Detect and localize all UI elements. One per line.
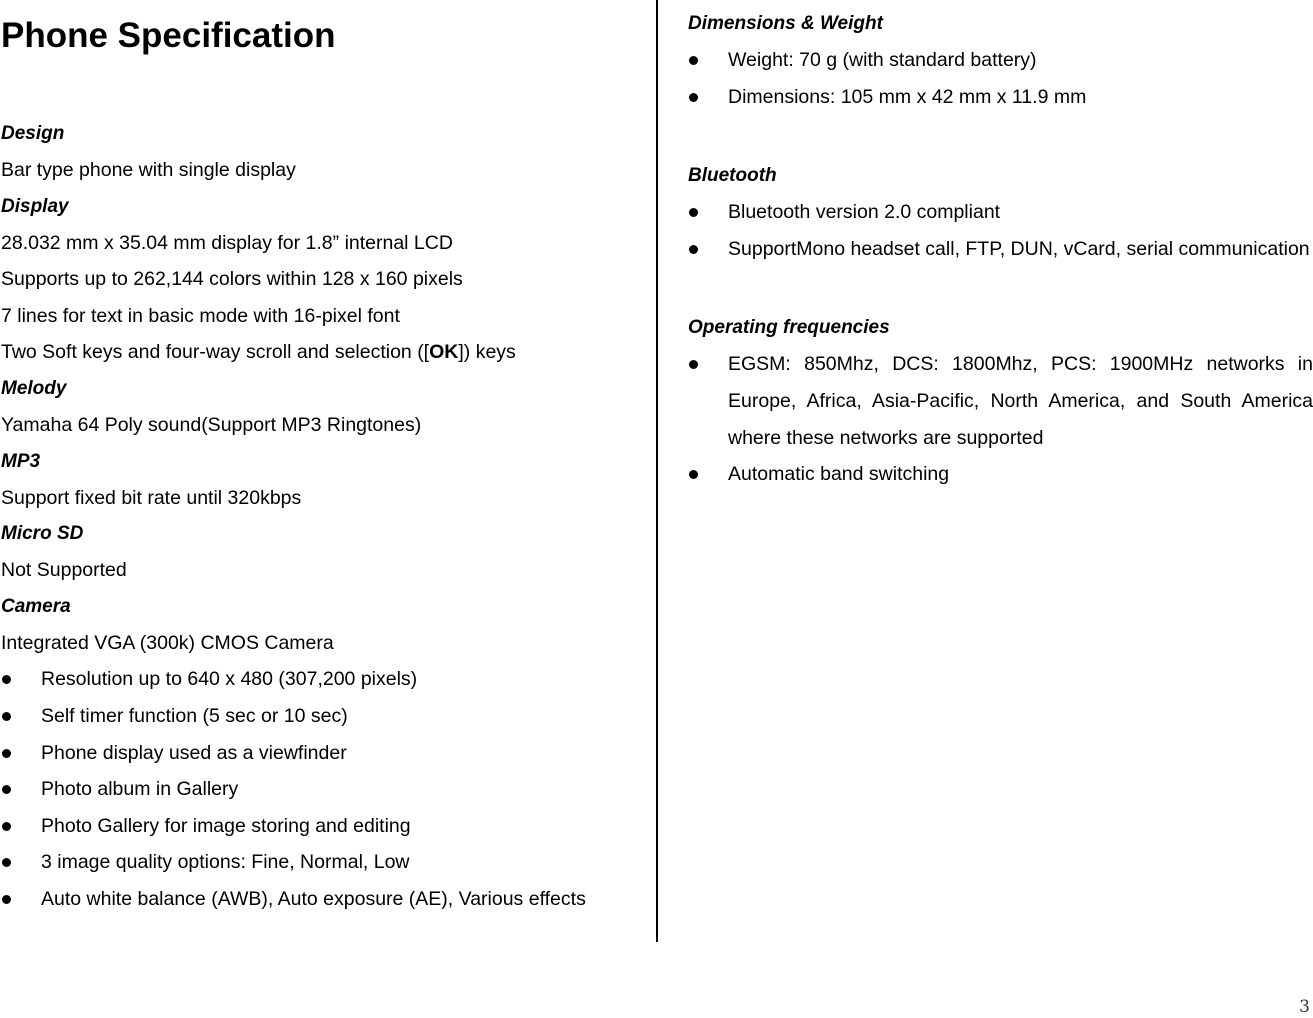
section-camera	[1, 589, 641, 918]
list-item-text: Bluetooth version 2.0 compliant	[728, 201, 1001, 224]
page-title: Phone Specification	[1, 16, 336, 55]
list-item-text: EGSM: 850Mhz, DCS: 1800Mhz, PCS: 1900MHz networks in Europe, Africa, Asia-Pacific, North America, and South America where these networks are supported	[728, 353, 1313, 449]
list-item	[688, 194, 1313, 231]
section-spacer	[688, 115, 1313, 158]
bullet-icon	[689, 93, 698, 102]
list-item	[1, 771, 641, 808]
bullet-icon	[689, 208, 698, 217]
list-item-text: Weight: 70 g (with standard battery)	[728, 49, 1037, 71]
display-line-keys	[1, 334, 641, 371]
bullet-icon	[689, 360, 698, 369]
list-item	[688, 231, 1313, 268]
list-item-text: SupportMono headset call, FTP, DUN, vCard, serial communication	[728, 237, 1310, 260]
bullet-icon	[689, 56, 698, 65]
bullet-icon	[2, 858, 11, 867]
list-item	[1, 661, 641, 698]
list-item	[688, 346, 1313, 456]
list-item-text: Photo Gallery for image storing and editing	[41, 814, 411, 837]
list-item-text: Dimensions: 105 mm x 42 mm x 11.9 mm	[728, 85, 1087, 108]
section-melody	[1, 371, 641, 444]
bullet-icon	[2, 895, 11, 904]
bullet-icon	[2, 822, 11, 831]
section-mp3	[1, 444, 641, 517]
section-heading-mp3: MP3	[1, 450, 41, 472]
section-heading-frequencies: Operating frequencies	[688, 317, 890, 339]
keys-text-before: Two Soft keys and four-way scroll and selection ([	[1, 341, 430, 364]
section-heading-design: Design	[1, 123, 65, 144]
section-dimensions	[688, 6, 1313, 115]
ok-key-label: OK	[429, 341, 459, 364]
section-heading-camera: Camera	[1, 595, 71, 617]
list-item-text: Automatic band switching	[728, 463, 950, 486]
bluetooth-bullet-list	[688, 194, 1313, 267]
camera-bullet-list	[1, 661, 641, 917]
design-text: Bar type phone with single display	[1, 159, 296, 181]
list-item	[1, 735, 641, 772]
section-microsd	[1, 516, 641, 589]
list-item-text: Phone display used as a viewfinder	[41, 741, 347, 764]
display-line-colors: Supports up to 262,144 colors within 128 x 160 pixels	[1, 268, 463, 291]
section-heading-dimensions: Dimensions & Weight	[688, 13, 883, 34]
list-item-text: Resolution up to 640 x 480 (307,200 pixels)	[41, 668, 418, 691]
bullet-icon	[2, 712, 11, 721]
bullet-icon	[689, 245, 698, 254]
melody-text: Yamaha 64 Poly sound(Support MP3 Ringtones)	[1, 413, 422, 436]
section-spacer	[688, 267, 1313, 310]
section-heading-bluetooth: Bluetooth	[688, 165, 777, 187]
list-item	[1, 808, 641, 845]
bullet-icon	[2, 785, 11, 794]
display-line-text-mode: 7 lines for text in basic mode with 16-pixel font	[1, 304, 400, 327]
left-column	[1, 14, 641, 918]
list-item	[1, 698, 641, 735]
section-heading-display: Display	[1, 195, 69, 217]
microsd-text: Not Supported	[1, 559, 127, 582]
section-bluetooth	[688, 158, 1313, 267]
bullet-icon	[2, 675, 11, 684]
display-line-size: 28.032 mm x 35.04 mm display for 1.8” internal LCD	[1, 231, 453, 254]
page-number: 3	[1299, 997, 1310, 1017]
list-item-text: Self timer function (5 sec or 10 sec)	[41, 704, 348, 727]
list-item-text: 3 image quality options: Fine, Normal, Low	[41, 851, 410, 874]
bullet-icon	[689, 470, 698, 479]
list-item	[688, 79, 1313, 116]
list-item	[688, 42, 1313, 79]
list-item-text: Auto white balance (AWB), Auto exposure (AE), Various effects	[41, 887, 586, 910]
section-heading-melody: Melody	[1, 377, 67, 399]
list-item	[1, 881, 641, 918]
frequencies-bullet-list	[688, 346, 1313, 492]
mp3-text: Support fixed bit rate until 320kbps	[1, 486, 302, 509]
keys-text-after: ]) keys	[458, 341, 516, 364]
camera-text: Integrated VGA (300k) CMOS Camera	[1, 631, 334, 654]
section-display	[1, 189, 641, 371]
column-divider	[656, 0, 658, 942]
right-column	[688, 6, 1313, 493]
section-design	[1, 116, 641, 189]
list-item	[688, 456, 1313, 493]
section-frequencies	[688, 310, 1313, 492]
list-item	[1, 844, 641, 881]
section-heading-microsd: Micro SD	[1, 523, 84, 545]
bullet-icon	[2, 749, 11, 758]
list-item-text: Photo album in Gallery	[41, 778, 239, 801]
dimensions-bullet-list	[688, 42, 1313, 115]
